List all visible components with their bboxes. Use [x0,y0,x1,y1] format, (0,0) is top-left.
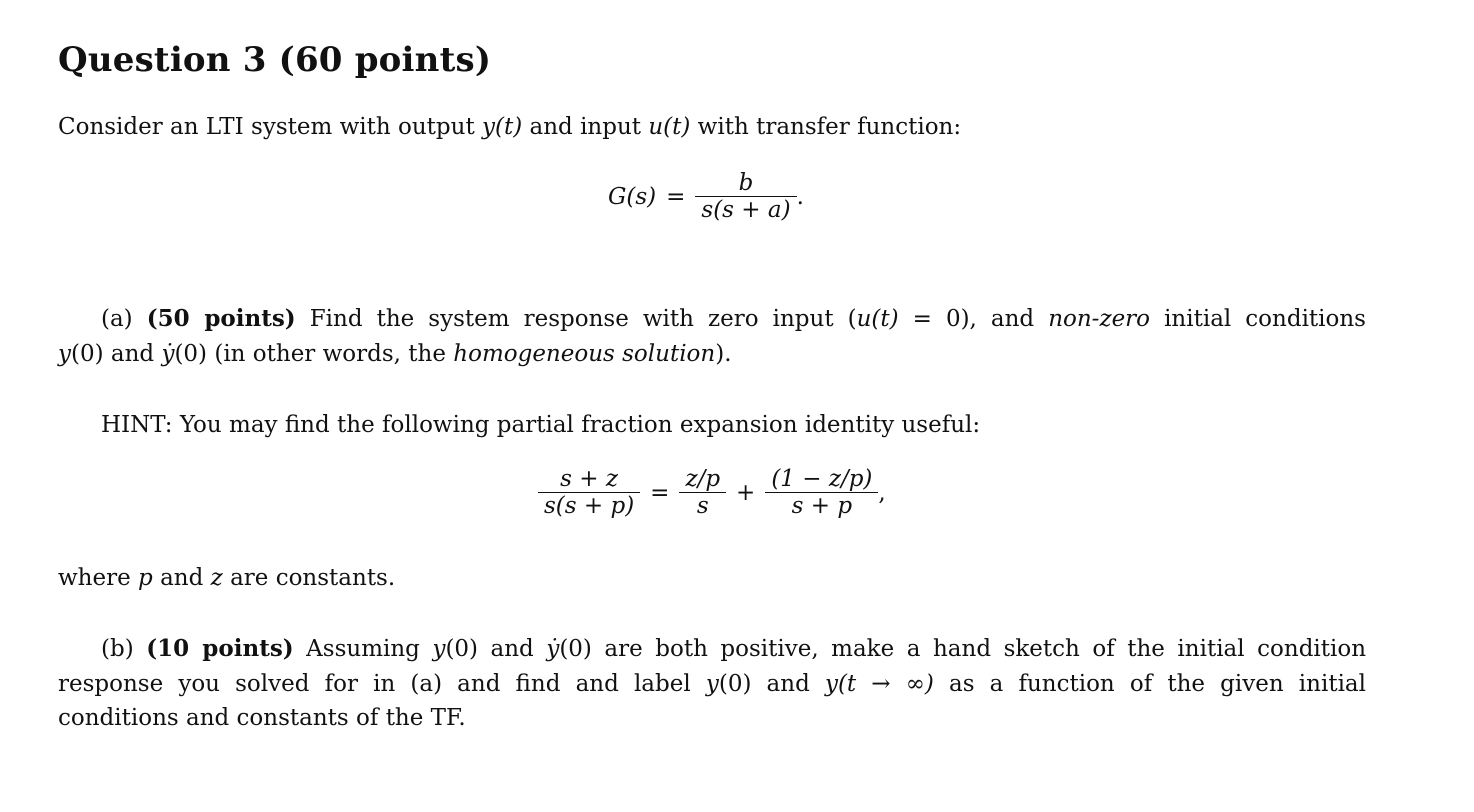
part-b-text: Assuming [293,636,433,662]
intro-text: Consider an LTI system with output [58,114,483,140]
where-text: where [58,565,139,591]
where-text: are constants. [222,565,396,591]
where-line [58,563,395,593]
fraction-numerator: s + z [560,466,618,492]
p-symbol: p [138,565,153,591]
fraction-denominator: s(s + p) [538,492,640,519]
equation-period: . [796,183,804,210]
first-term-fraction [679,466,726,519]
part-a-line-1 [58,304,1366,334]
output-symbol: y(t) [482,114,523,140]
transfer-function-lhs: G(s) [608,183,657,210]
z-symbol: z [210,565,223,591]
part-a-points: (50 points) [146,305,296,332]
part-b-text: as a function of the given initial [933,671,1366,697]
non-zero-emphasis: non-zero [1048,306,1151,332]
equation-comma: , [878,479,886,506]
intro-paragraph [58,112,961,142]
y-dot-symbol: ẏ [546,636,560,662]
part-b-text: (0) and [718,671,825,697]
equals-sign: = [650,479,670,506]
hint-text: HINT: You may find the following partial fraction expansion identity useful: [101,412,981,438]
part-b-line-1 [58,634,1366,664]
where-text: and [152,565,211,591]
part-b-text: (0) are both positive, make a hand sketch of the initial condition [559,636,1367,662]
zero-input-symbol: u(t) [856,306,899,332]
fraction-numerator: (1 − z/p) [771,466,873,492]
y-symbol: y [432,636,446,662]
part-a-text: ). [715,341,732,367]
part-a-text: (0) and [71,341,162,367]
partial-fraction-equation [538,466,886,519]
part-a-text: (0) (in other words, the [174,341,454,367]
y-symbol: y [705,671,719,697]
transfer-function-equation [608,170,804,223]
part-b-label: (b) [101,636,147,662]
question-title: Question 3 (60 points) [58,40,492,80]
input-symbol: u(t) [648,114,691,140]
fraction-denominator: s(s + a) [695,196,796,223]
fraction-numerator: z/p [685,466,721,492]
part-a-text: = 0), and [898,306,1049,332]
transfer-function-fraction [695,170,796,223]
y-symbol: y [58,341,71,367]
part-a-text: initial conditions [1150,306,1366,332]
lhs-fraction [538,466,640,519]
fraction-denominator: s + p [765,492,878,519]
y-limit-symbol: y(t → ∞) [824,671,934,697]
homogeneous-solution-emphasis: homogeneous solution [453,341,716,367]
y-dot-symbol: ẏ [161,341,175,367]
part-b-text: (0) and [445,636,547,662]
part-a-line-2 [58,339,732,369]
part-b-text: response you solved for in (a) and find and label [58,671,706,697]
part-a-label: (a) [101,306,147,332]
plus-sign: + [736,479,756,506]
fraction-numerator: b [738,170,754,196]
intro-text: with transfer function: [690,114,962,140]
fraction-denominator: s [679,492,726,519]
part-b-points: (10 points) [146,635,294,662]
second-term-fraction [765,466,878,519]
part-a-text: Find the system response with zero input ( [295,306,857,332]
part-b-line-3: conditions and constants of the TF. [58,705,466,731]
equals-sign: = [666,183,686,210]
intro-text: and input [522,114,649,140]
part-b-line-2 [58,669,1366,699]
